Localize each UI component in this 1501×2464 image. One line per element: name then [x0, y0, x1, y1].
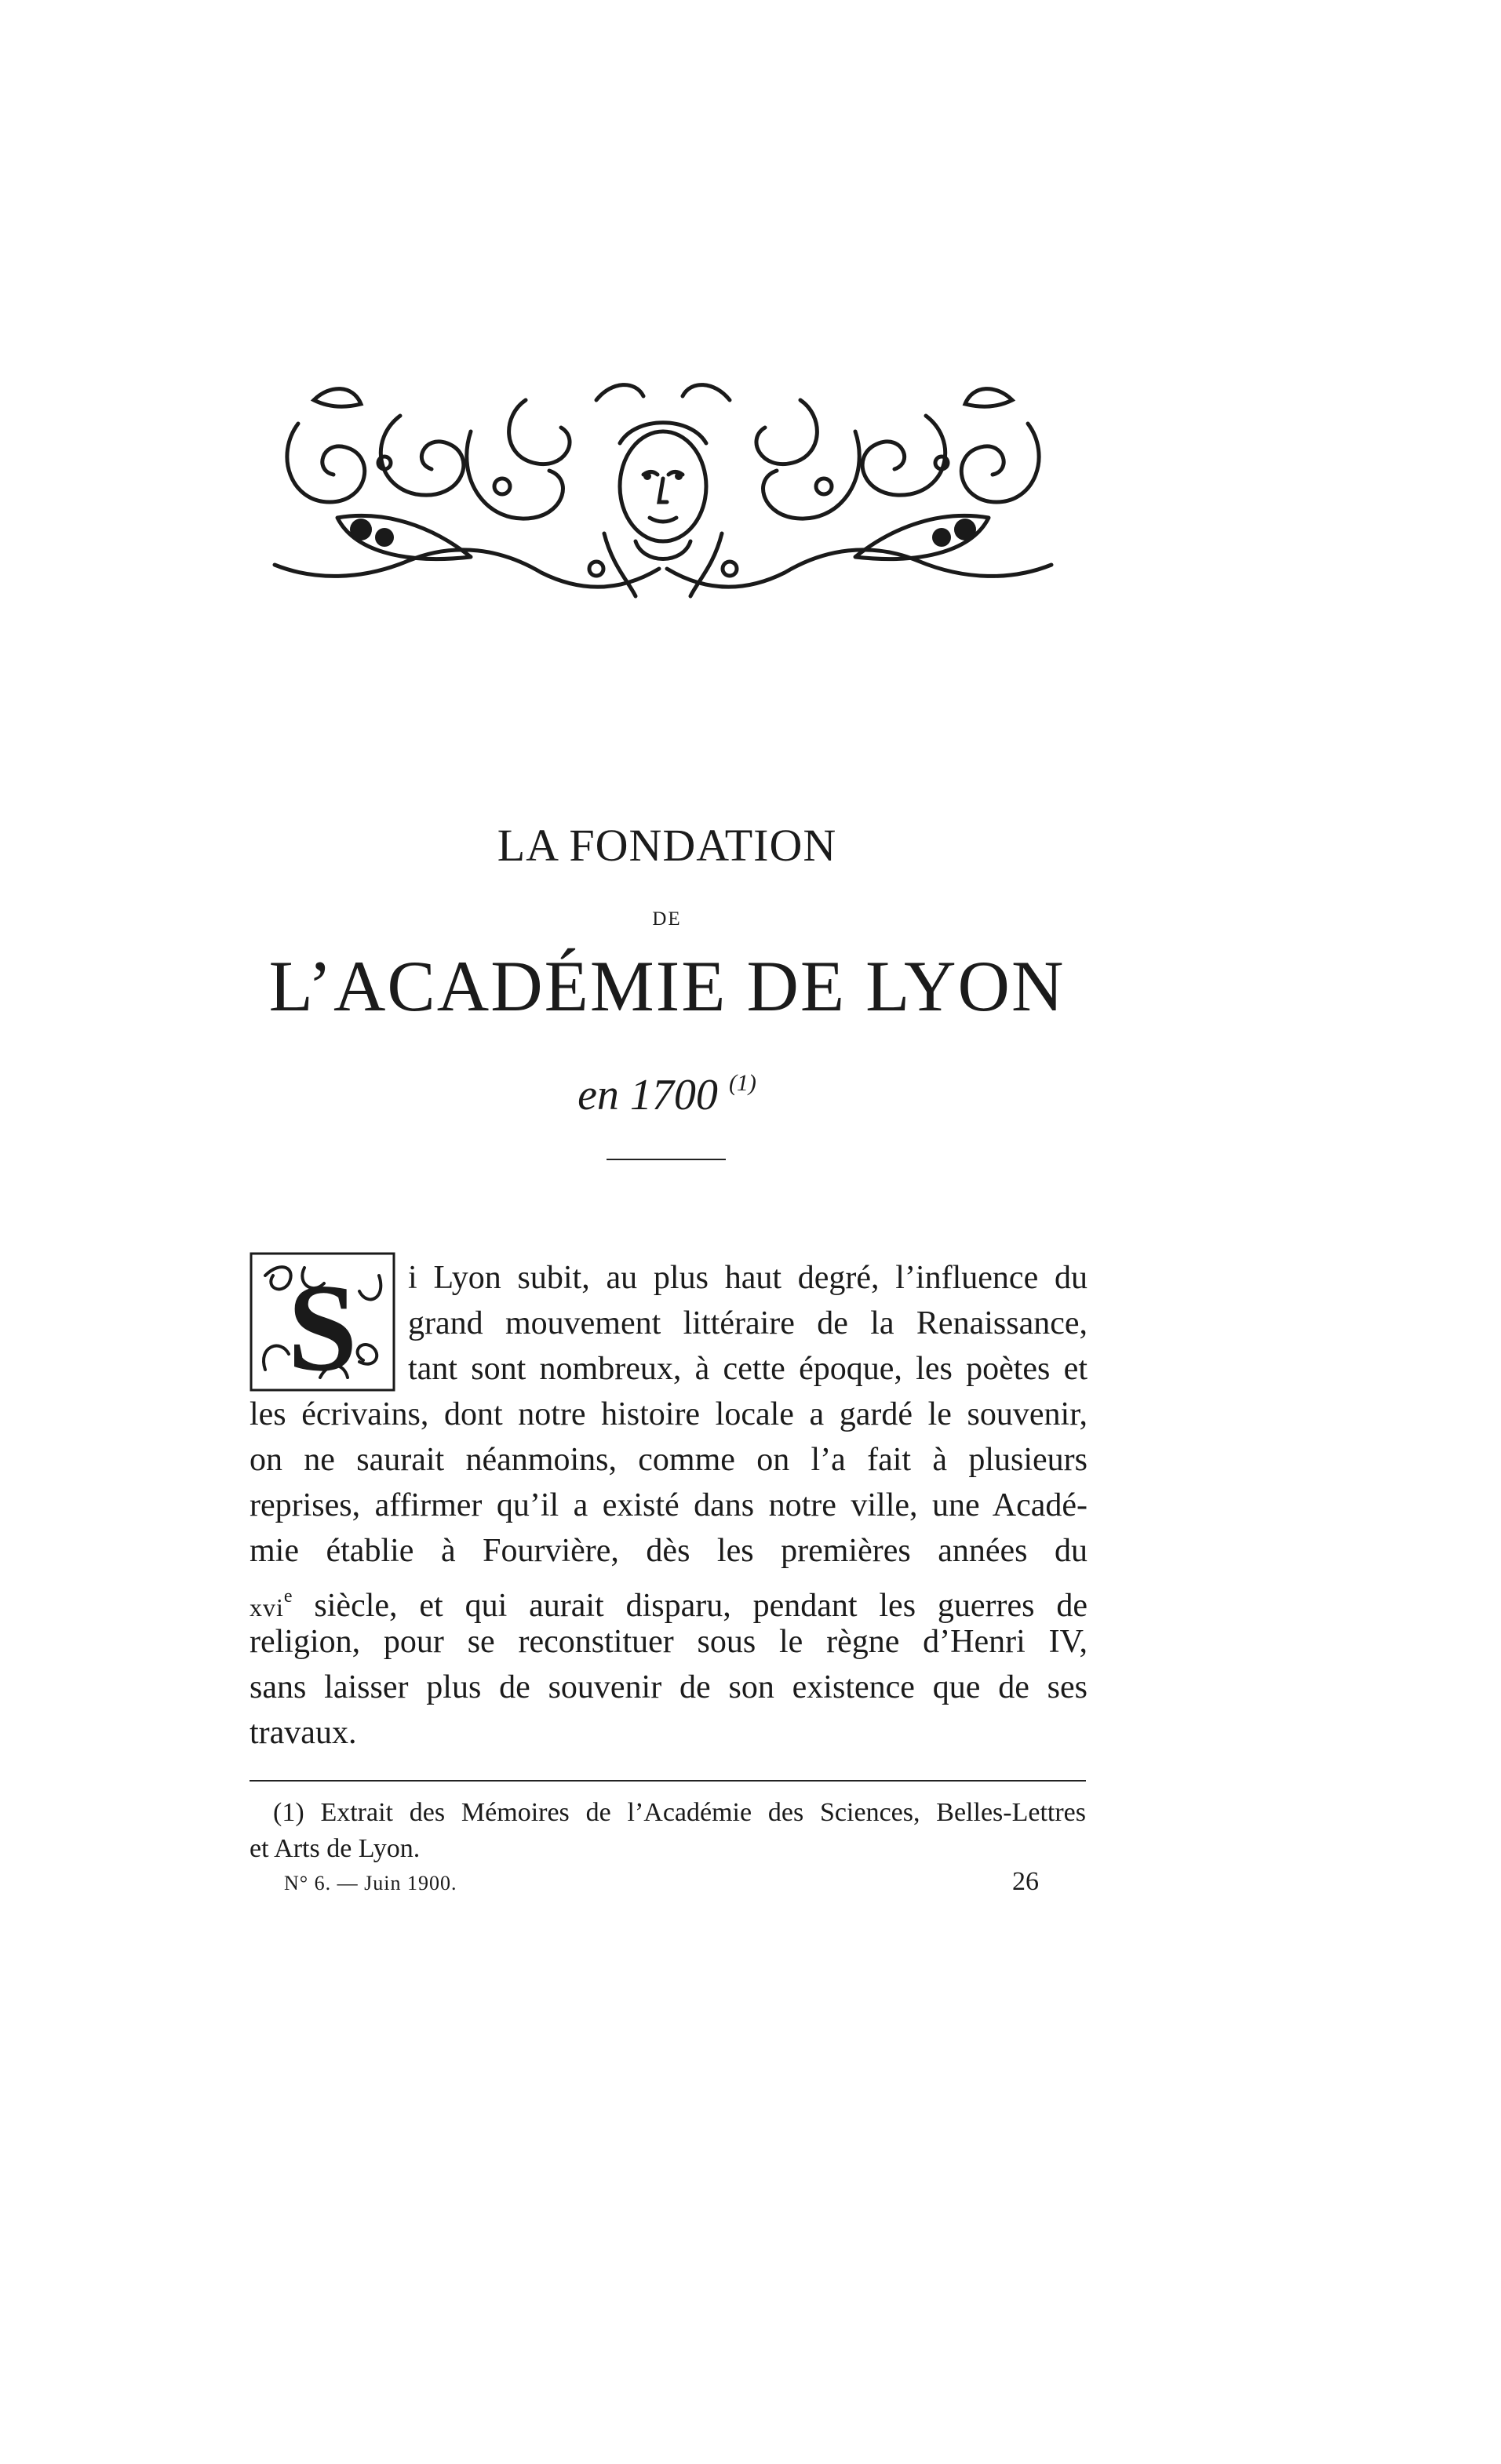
title-connector: DE: [652, 908, 682, 930]
issue-info: N° 6. — Juin 1900.: [284, 1872, 457, 1894]
century-numeral: xvi: [250, 1593, 284, 1621]
paragraph-line: on ne saurait néanmoins, comme on l’a fait à plusieurs: [250, 1442, 1087, 1478]
title-divider: [607, 1159, 726, 1160]
paragraph-line: travaux.: [250, 1715, 357, 1751]
dropcap-letter: S: [287, 1257, 358, 1392]
paragraph-line: tant sont nombreux, à cette époque, les poètes et: [408, 1351, 1087, 1387]
century-suffix: e: [283, 1586, 293, 1607]
page-number: 26: [1012, 1867, 1039, 1896]
paragraph-line: grand mouvement littéraire de la Renaissance,: [408, 1305, 1087, 1341]
paragraph-line-text: siècle, et qui aurait disparu, pendant les guerres de: [314, 1588, 1088, 1624]
renaissance-ornament-band-icon: [267, 369, 1059, 604]
footnote-line: et Arts de Lyon.: [250, 1834, 421, 1863]
title-line: LA FONDATION: [497, 820, 837, 871]
paragraph-line: les écrivains, dont notre histoire locale a gardé le souvenir,: [250, 1396, 1087, 1432]
subtitle-text: en 1700: [577, 1071, 718, 1119]
paragraph-line: reprises, affirmer qu’il a existé dans notre ville, une Acadé-: [250, 1487, 1087, 1523]
footnote-divider: [250, 1780, 1086, 1782]
paragraph-line: mie établie à Fourvière, dès les premières années du: [250, 1533, 1087, 1569]
subtitle: [0, 1070, 1334, 1120]
decorated-initial-s-icon: [250, 1252, 395, 1392]
paragraph-line: religion, pour se reconstituer sous le règne d’Henri IV,: [250, 1624, 1087, 1660]
paragraph-line: sans laisser plus de souvenir de son existence que de ses: [250, 1669, 1087, 1705]
paragraph-line: i Lyon subit, au plus haut degré, l’influence du: [408, 1260, 1087, 1296]
footnote-marker: (1): [728, 1070, 756, 1096]
main-title: L’ACADÉMIE DE LYON: [268, 946, 1066, 1026]
footnote-line: (1) Extrait des Mémoires de l’Académie des Sciences, Belles-Lettres: [273, 1798, 1086, 1827]
